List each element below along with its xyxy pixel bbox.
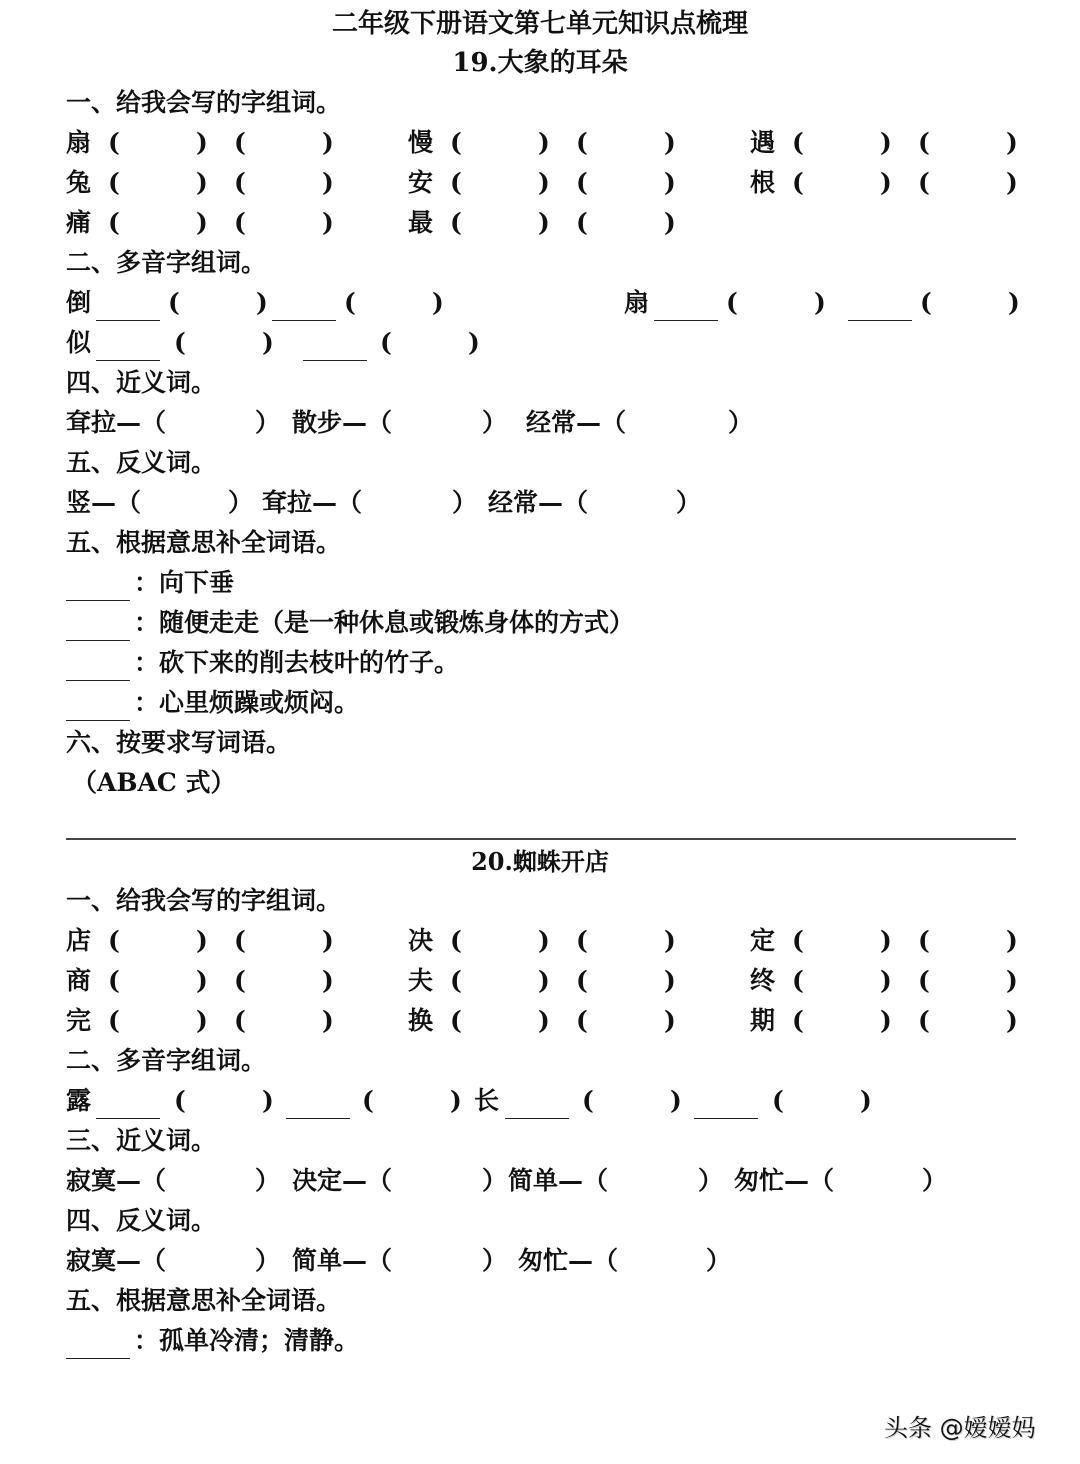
- paren-open: (: [576, 966, 588, 995]
- paren-close: ): [196, 926, 208, 955]
- paren-close: ）: [228, 488, 254, 517]
- paren-close: ): [880, 128, 892, 157]
- paren-close: ): [1006, 966, 1018, 995]
- paren-open: (: [174, 328, 186, 357]
- paren-close: ）: [482, 408, 508, 437]
- paren-open: (: [792, 926, 804, 955]
- answer-blank[interactable]: [654, 320, 718, 321]
- antonym-item: 经常—（: [488, 488, 589, 517]
- paren-open: (: [108, 128, 120, 157]
- synonym-item: 散步—（: [292, 408, 393, 437]
- paren-open: (: [726, 288, 738, 317]
- char: 兔: [66, 168, 92, 197]
- char: 决: [408, 926, 434, 955]
- paren-close: ）: [482, 1166, 508, 1195]
- char: 完: [66, 1006, 92, 1035]
- section-heading: 六、按要求写词语。: [66, 728, 292, 757]
- antonym-item: 耷拉—（: [262, 488, 363, 517]
- paren-close: ）: [698, 1166, 724, 1195]
- answer-blank[interactable]: [848, 320, 912, 321]
- paren-close: ): [322, 168, 334, 197]
- paren-close: ): [322, 208, 334, 237]
- section-heading: 二、多音字组词。: [66, 1046, 267, 1075]
- paren-open: (: [918, 966, 930, 995]
- paren-open: (: [582, 1086, 594, 1115]
- paren-close: ): [664, 926, 676, 955]
- paren-open: (: [108, 208, 120, 237]
- section-divider: [66, 838, 1016, 840]
- paren-close: ）: [706, 1246, 732, 1275]
- answer-blank[interactable]: [96, 1118, 160, 1119]
- paren-close: ): [664, 1006, 676, 1035]
- paren-open: (: [168, 288, 180, 317]
- answer-blank[interactable]: [96, 320, 160, 321]
- paren-open: (: [108, 1006, 120, 1035]
- section-heading: 四、反义词。: [66, 1206, 217, 1235]
- paren-close: ): [322, 966, 334, 995]
- answer-blank[interactable]: [303, 360, 367, 361]
- char: 期: [750, 1006, 776, 1035]
- paren-close: ): [880, 1006, 892, 1035]
- paren-close: ): [880, 926, 892, 955]
- paren-close: ): [1006, 168, 1018, 197]
- antonym-item: 简单—（: [292, 1246, 393, 1275]
- paren-close: ): [664, 128, 676, 157]
- paren-close: ): [880, 966, 892, 995]
- paren-open: (: [234, 926, 246, 955]
- answer-blank[interactable]: [96, 360, 160, 361]
- paren-close: ): [814, 288, 826, 317]
- answer-blank[interactable]: [694, 1118, 758, 1119]
- definition: ：砍下来的削去枝叶的竹子。: [134, 648, 460, 677]
- paren-close: ）: [255, 1166, 281, 1195]
- char: 露: [66, 1086, 92, 1115]
- paren-close: ): [322, 128, 334, 157]
- section-heading: 二、多音字组词。: [66, 248, 267, 277]
- paren-open: (: [234, 168, 246, 197]
- definition: ：向下垂: [134, 568, 235, 597]
- paren-close: ): [196, 168, 208, 197]
- paren-close: ）: [255, 408, 281, 437]
- paren-open: (: [362, 1086, 374, 1115]
- paren-open: (: [174, 1086, 186, 1115]
- definition: ：随便走走（是一种休息或锻炼身体的方式）: [134, 608, 635, 637]
- synonym-item: 经常—（: [526, 408, 627, 437]
- paren-open: (: [792, 966, 804, 995]
- paren-open: (: [450, 128, 462, 157]
- paren-close: ): [322, 926, 334, 955]
- paren-open: (: [792, 128, 804, 157]
- paren-close: ): [322, 1006, 334, 1035]
- answer-blank[interactable]: [66, 600, 130, 601]
- paren-close: ): [468, 328, 480, 357]
- char: 商: [66, 966, 92, 995]
- watermark: 头条 @嫒嫒妈: [884, 1414, 1036, 1442]
- answer-blank[interactable]: [66, 1358, 130, 1359]
- paren-close: ): [670, 1086, 682, 1115]
- char: 遇: [750, 128, 776, 157]
- char: 最: [408, 208, 434, 237]
- section-heading: 五、反义词。: [66, 448, 217, 477]
- paren-close: ): [664, 168, 676, 197]
- paren-open: (: [380, 328, 392, 357]
- answer-blank[interactable]: [272, 320, 336, 321]
- paren-close: ）: [452, 488, 478, 517]
- paren-open: (: [792, 1006, 804, 1035]
- char: 夫: [408, 966, 434, 995]
- char: 根: [750, 168, 776, 197]
- paren-open: (: [576, 168, 588, 197]
- char: 终: [750, 966, 776, 995]
- document-title: 二年级下册语文第七单元知识点梳理: [331, 9, 748, 39]
- paren-open: (: [576, 128, 588, 157]
- section-heading: 四、近义词。: [66, 368, 217, 397]
- paren-close: ): [538, 168, 550, 197]
- char: 长: [474, 1086, 500, 1115]
- paren-open: (: [920, 288, 932, 317]
- section-heading: 一、给我会写的字组词。: [66, 886, 342, 915]
- antonym-item: 寂寞—（: [66, 1246, 167, 1275]
- char: 店: [66, 926, 92, 955]
- paren-close: ): [664, 208, 676, 237]
- paren-close: ): [880, 168, 892, 197]
- paren-close: ): [1006, 1006, 1018, 1035]
- paren-close: ）: [676, 488, 702, 517]
- paren-open: (: [108, 168, 120, 197]
- paren-open: (: [450, 1006, 462, 1035]
- paren-close: ): [538, 966, 550, 995]
- synonym-item: 耷拉—（: [66, 408, 167, 437]
- section-heading: 一、给我会写的字组词。: [66, 88, 342, 117]
- paren-close: ): [1006, 926, 1018, 955]
- synonym-item: 简单—（: [508, 1166, 609, 1195]
- char: 似: [66, 328, 92, 357]
- char: 倒: [66, 288, 92, 317]
- paren-open: (: [792, 168, 804, 197]
- paren-open: (: [234, 208, 246, 237]
- paren-open: (: [576, 1006, 588, 1035]
- char: 安: [408, 168, 434, 197]
- definition: ：心里烦躁或烦闷。: [134, 688, 360, 717]
- char: 慢: [408, 128, 434, 157]
- section-heading: 五、根据意思补全词语。: [66, 1286, 342, 1315]
- definition: ：孤单冷清；清静。: [134, 1326, 360, 1355]
- synonym-item: 决定—（: [292, 1166, 393, 1195]
- paren-open: (: [108, 926, 120, 955]
- answer-blank[interactable]: [66, 680, 130, 681]
- lesson-19-title: 19.大象的耳朵: [452, 48, 628, 78]
- paren-open: (: [234, 1006, 246, 1035]
- char: 扇: [66, 128, 92, 157]
- char: 定: [750, 926, 776, 955]
- paren-open: (: [450, 208, 462, 237]
- paren-open: (: [450, 168, 462, 197]
- paren-close: ): [196, 966, 208, 995]
- synonym-item: 寂寞—（: [66, 1166, 167, 1195]
- paren-close: ): [538, 926, 550, 955]
- answer-blank[interactable]: [66, 640, 130, 641]
- paren-close: ): [256, 288, 268, 317]
- paren-open: (: [234, 966, 246, 995]
- paren-close: ）: [482, 1246, 508, 1275]
- antonym-item: 匆忙—（: [518, 1246, 619, 1275]
- paren-close: ): [450, 1086, 462, 1115]
- char: 换: [408, 1006, 434, 1035]
- paren-close: ): [538, 1006, 550, 1035]
- paren-close: ): [664, 966, 676, 995]
- paren-open: (: [918, 168, 930, 197]
- paren-close: ): [196, 128, 208, 157]
- paren-close: ): [1006, 128, 1018, 157]
- paren-close: ): [1008, 288, 1020, 317]
- format-hint: （ABAC 式）: [72, 768, 236, 797]
- paren-close: ）: [728, 408, 754, 437]
- paren-open: (: [108, 966, 120, 995]
- char: 痛: [66, 208, 92, 237]
- answer-blank[interactable]: [505, 1118, 569, 1119]
- paren-close: ): [432, 288, 444, 317]
- paren-close: ）: [922, 1166, 948, 1195]
- answer-blank[interactable]: [66, 720, 130, 721]
- section-heading: 三、近义词。: [66, 1126, 217, 1155]
- lesson-20-title: 20.蜘蛛开店: [471, 847, 609, 876]
- paren-close: ): [262, 328, 274, 357]
- paren-open: (: [918, 128, 930, 157]
- answer-blank[interactable]: [286, 1118, 350, 1119]
- section-heading: 五、根据意思补全词语。: [66, 528, 342, 557]
- paren-close: ): [196, 208, 208, 237]
- paren-open: (: [918, 926, 930, 955]
- paren-close: ): [538, 208, 550, 237]
- paren-open: (: [772, 1086, 784, 1115]
- paren-open: (: [918, 1006, 930, 1035]
- paren-open: (: [234, 128, 246, 157]
- antonym-item: 竖—（: [66, 488, 142, 517]
- paren-open: (: [450, 966, 462, 995]
- paren-close: ): [860, 1086, 872, 1115]
- paren-open: (: [450, 926, 462, 955]
- char: 扇: [624, 288, 650, 317]
- paren-close: ）: [255, 1246, 281, 1275]
- paren-close: ): [196, 1006, 208, 1035]
- paren-open: (: [344, 288, 356, 317]
- paren-open: (: [576, 926, 588, 955]
- synonym-item: 匆忙—（: [734, 1166, 835, 1195]
- paren-open: (: [576, 208, 588, 237]
- paren-close: ): [262, 1086, 274, 1115]
- paren-close: ): [538, 128, 550, 157]
